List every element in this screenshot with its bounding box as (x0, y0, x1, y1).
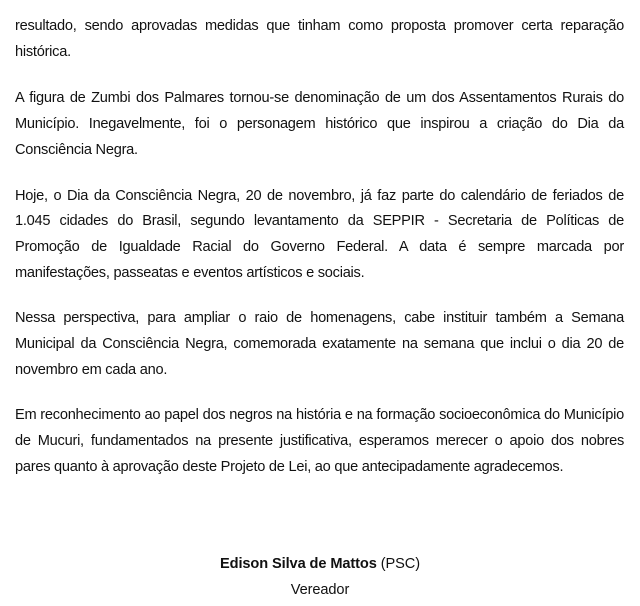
paragraph-consciencia-negra-holiday: Hoje, o Dia da Consciência Negra, 20 de novembro, já faz parte do calendário de feriados de 1.045 cidades do Brasil, segundo levantamento da SEPPIR - Secretaria de Políticas de Promoção de Igualdade Racial do Governo Federal. A data é sempre marcada por manifestações, passeatas e eventos artísticos e sociais. (15, 187, 624, 281)
paragraph-historical-reparation: resultado, sendo aprovadas medidas que tinham como proposta promover certa reparação histórica. (15, 18, 624, 60)
signature-name-line (0, 556, 640, 572)
paragraph-zumbi-dos-palmares: A figura de Zumbi dos Palmares tornou-se denominação de um dos Assentamentos Rurais do Município. Inegavelmente, foi o personagem histórico que inspirou a criação do Dia da Consciência Negra. (15, 90, 624, 158)
signature-name: Edison Silva de Mattos (220, 556, 377, 572)
document-body (15, 14, 624, 501)
paragraph-semana-municipal: Nessa perspectiva, para ampliar o raio de homenagens, cabe instituir também a Semana Municipal da Consciência Negra, comemorada exatamente na semana que inclui o dia 20 de novembro em cada ano. (15, 310, 624, 378)
paragraph-acknowledgement: Em reconhecimento ao papel dos negros na história e na formação socioeconômica do Município de Mucuri, fundamentados na presente justificativa, esperamos merecer o apoio dos nobres pares quanto à aprovação deste Projeto de Lei, ao que antecipadamente agradecemos. (15, 407, 624, 475)
signature-role: Vereador (290, 582, 350, 598)
signature-party: (PSC) (380, 556, 420, 572)
